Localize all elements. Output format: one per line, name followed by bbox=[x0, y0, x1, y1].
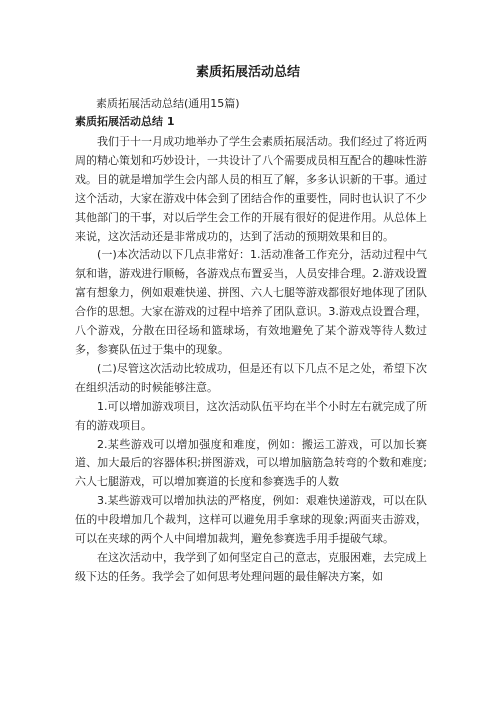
paragraph: 3.某些游戏可以增加执法的严格度，例如：艰难快递游戏，可以在队伍的中段增加几个裁判，这样可以避免用手拿球的现象;两面夹击游戏，可以在夹球的两个人中间增加裁判，避免参赛选手用手提破气球。 bbox=[75, 494, 427, 546]
paragraph: (二)尽管这次活动比较成功，但是还有以下几点不足之处，希望下次在组织活动的时候能够注意。 bbox=[75, 361, 427, 394]
section-heading: 素质拓展活动总结 1 bbox=[75, 115, 175, 128]
document-body bbox=[75, 133, 427, 587]
paragraph: 我们于十一月成功地举办了学生会素质拓展活动。我们经过了将近两周的精心策划和巧妙设计，一共设计了八个需要成员相互配合的趣味性游戏。目的就是增加学生会内部人员的相互了解，多多认识新的干事。通过这个活动，大家在游戏中体会到了团结合作的重要性，同时也认识了不少其他部门的干事，对以后学生会工作的开展有很好的促进作用。从总体上来说，这次活动还是非常成功的，达到了活动的预期效果和目的。 bbox=[75, 135, 427, 243]
document-title: 素质拓展活动总结 bbox=[195, 65, 300, 80]
paragraph: (一)本次活动以下几点非常好：1.活动准备工作充分，活动过程中气氛和谐，游戏进行顺畅，各游戏点布置妥当，人员安排合理。2.游戏设置富有想象力，例如艰难快递、拼图、六人七腿等游戏都很好地体现了团队合作的思想。大家在游戏的过程中培养了团队意识。3.游戏点设置合理，八个游戏，分散在田径场和篮球场，有效地避免了某个游戏等待人数过多，参赛队伍过于集中的现象。 bbox=[75, 248, 427, 356]
paragraph: 在这次活动中，我学到了如何坚定自己的意志，克服困难，去完成上级下达的任务。我学会了如何思考处理问题的最佳解决方案，如 bbox=[75, 550, 427, 583]
paragraph: 1.可以增加游戏项目，这次活动队伍平均在半个小时左右就完成了所有的游戏项目。 bbox=[75, 399, 427, 432]
document-subtitle: 素质拓展活动总结(通用15篇) bbox=[96, 97, 240, 110]
paragraph: 2.某些游戏可以增加强度和难度，例如：搬运工游戏，可以加长赛道、加大最后的容器体积;拼图游戏，可以增加脑筋急转弯的个数和难度;六人七腿游戏，可以增加赛道的长度和参赛选手的人数 bbox=[75, 437, 427, 489]
